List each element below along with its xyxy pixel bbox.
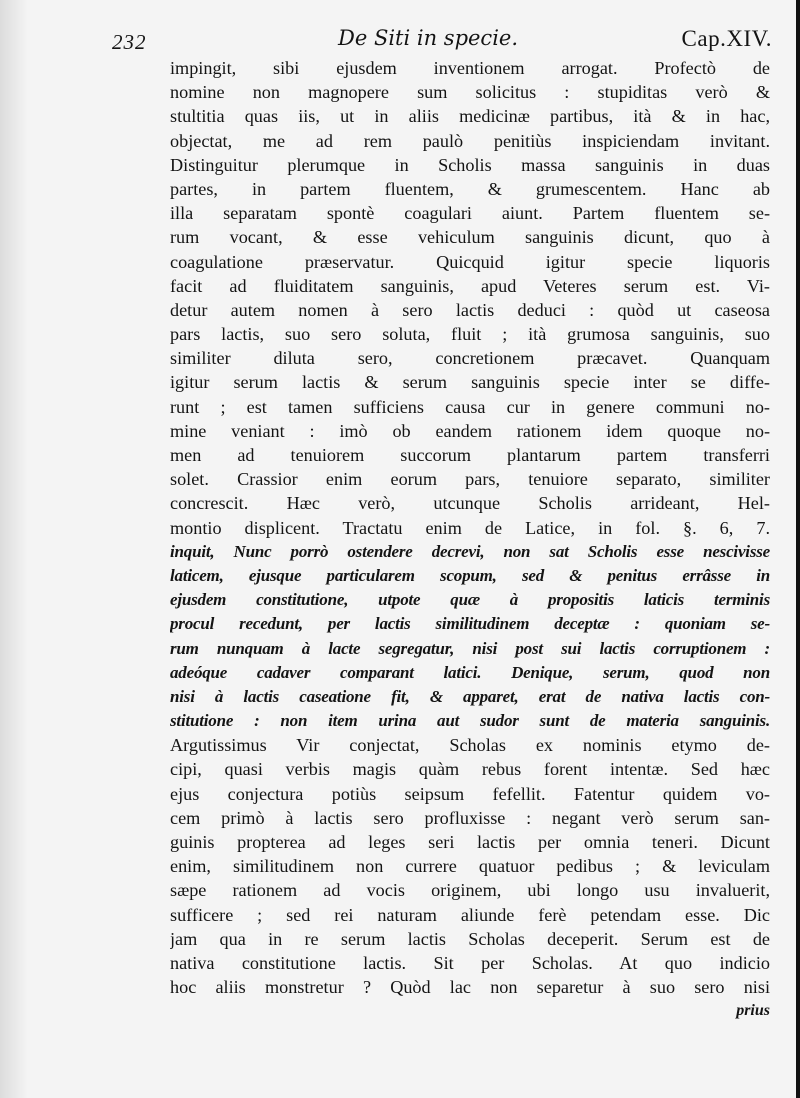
text-line: concrescit. Hæc verò, utcunque Scholis arrideant, Hel- bbox=[170, 493, 770, 514]
text-line: nisi à lactis caseatione fit, & apparet, erat de nativa lactis con- bbox=[170, 686, 770, 706]
text-line: cem primò à lactis sero profluxisse : negant verò serum san- bbox=[170, 807, 770, 828]
text-line: runt ; est tamen sufficiens causa cur in genere communi no- bbox=[170, 396, 770, 417]
text-line: nativa constitutione lactis. Sit per Scholas. At quo indicio bbox=[170, 952, 770, 973]
text-line: stitutione : non item urina aut sudor sunt de materia sanguinis. bbox=[170, 711, 770, 731]
text-line: ejus conjectura potiùs seipsum fefellit. Fatentur quidem vo- bbox=[170, 783, 770, 804]
text-line: nomine non magnopere sum solicitus : stupiditas verò & bbox=[170, 82, 770, 103]
text-line: pars lactis, suo sero soluta, fluit ; ità grumosa sanguinis, suo bbox=[170, 324, 770, 345]
text-line: ejusdem constitutione, utpote quæ à propositis laticis terminis bbox=[170, 590, 770, 610]
text-line: montio displicent. Tractatu enim de Latice, in fol. §. 6, 7. bbox=[170, 517, 770, 538]
text-line: inquit, Nunc porrò ostendere decrevi, non sat Scholis esse nescivisse bbox=[170, 541, 770, 561]
text-line: objectat, me ad rem paulò penitiùs inspiciendam invitant. bbox=[170, 130, 770, 151]
page-edge bbox=[796, 0, 800, 1098]
text-line: illa separatam spontè coagulari aiunt. Partem fluentem se- bbox=[170, 203, 770, 224]
body-text bbox=[170, 56, 770, 1024]
text-line: guinis propterea ad leges seri lactis per omnia teneri. Dicunt bbox=[170, 832, 770, 852]
text-line: similiter diluta sero, concretionem præcavet. Quanquam bbox=[170, 348, 770, 369]
text-line: Distinguitur plerumque in Scholis massa sanguinis in duas bbox=[170, 154, 770, 175]
running-title: De Siti in specie. bbox=[338, 26, 519, 50]
text-line: enim, similitudinem non currere quatuor pedibus ; & leviculam bbox=[170, 856, 770, 877]
text-line: igitur serum lactis & serum sanguinis specie inter se diffe- bbox=[170, 372, 770, 393]
text-line: cipi, quasi verbis magis quàm rebus forent intentæ. Sed hæc bbox=[170, 759, 770, 780]
text-line: rum vocant, & esse vehiculum sanguinis dicunt, quo à bbox=[170, 227, 770, 248]
text-line: partes, in partem fluentem, & grumescentem. Hanc ab bbox=[170, 178, 770, 199]
page-gutter-shadow bbox=[0, 0, 28, 1098]
text-line: sufficere ; sed rei naturam aliunde ferè petendam esse. Dic bbox=[170, 904, 770, 925]
page-number: 232 bbox=[112, 30, 147, 54]
chapter-heading: Cap.XIV. bbox=[681, 26, 772, 51]
text-line: impingit, sibi ejusdem inventionem arrogat. Profectò de bbox=[170, 58, 770, 78]
text-line: rum nunquam à lacte segregatur, nisi post sui lactis corruptionem : bbox=[170, 638, 770, 658]
catchword: prius bbox=[736, 1002, 770, 1020]
text-line: laticem, ejusque particularem scopum, sed & penitus errâsse in bbox=[170, 565, 770, 585]
text-line: solet. Crassior enim eorum pars, tenuiore separato, similiter bbox=[170, 469, 770, 490]
text-line: Argutissimus Vir conjectat, Scholas ex nominis etymo de- bbox=[170, 735, 770, 756]
text-line: hoc aliis monstretur ? Quòd lac non separetur à suo sero nisi bbox=[170, 977, 770, 998]
text-line: coagulatione præservatur. Quicquid igitur specie liquoris bbox=[170, 251, 770, 272]
text-line: sæpe rationem ad vocis originem, ubi longo usu invaluerit, bbox=[170, 880, 770, 901]
text-line: men ad tenuiorem succorum plantarum partem transferri bbox=[170, 445, 770, 465]
text-line: jam qua in re serum lactis Scholas deceperit. Serum est de bbox=[170, 928, 770, 949]
text-line: facit ad fluiditatem sanguinis, apud Veteres serum est. Vi- bbox=[170, 275, 770, 296]
text-line: procul recedunt, per lactis similitudinem deceptæ : quoniam se- bbox=[170, 614, 770, 634]
text-line: mine veniant : imò ob eandem rationem idem quoque no- bbox=[170, 420, 770, 441]
text-line: stultitia quas iis, ut in aliis medicinæ partibus, ità & in hac, bbox=[170, 106, 770, 127]
running-header bbox=[112, 24, 772, 54]
text-line: adeóque cadaver comparant latici. Denique, serum, quod non bbox=[170, 662, 770, 682]
text-line: detur autem nomen à sero lactis deduci : quòd ut caseosa bbox=[170, 299, 770, 320]
